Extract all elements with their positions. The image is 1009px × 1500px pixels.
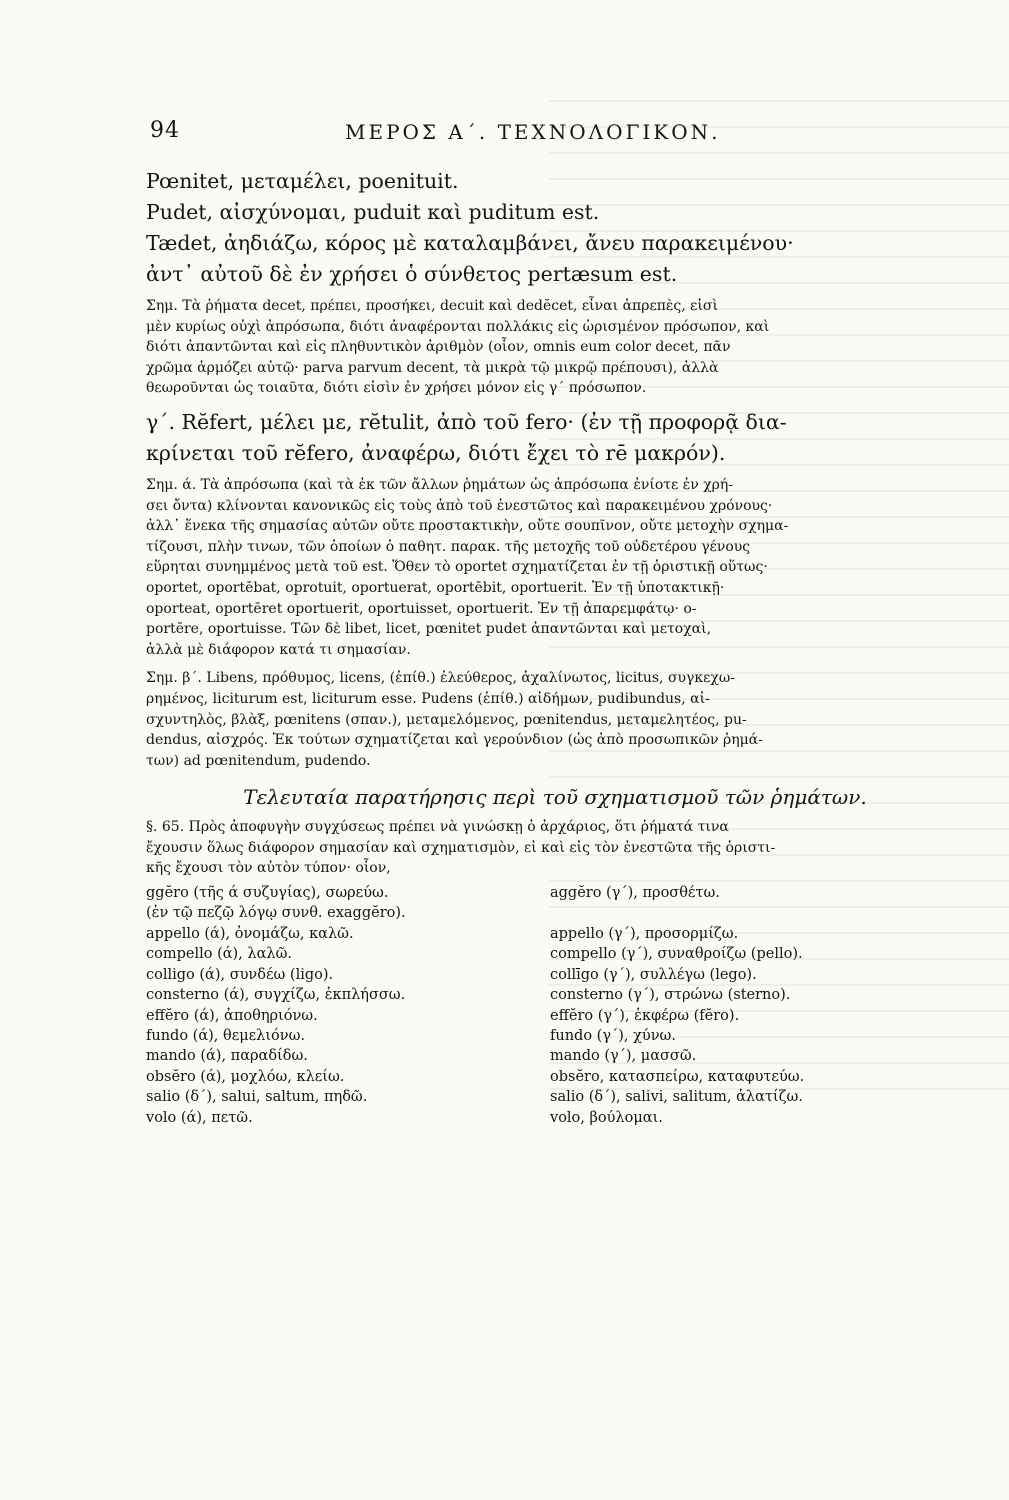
pair-left: fundo (ά), θεμελιόνω. (146, 1027, 306, 1044)
table-row (146, 944, 964, 964)
pair-left: volo (ά), πετῶ. (146, 1109, 253, 1126)
note-line: σχυντηλὸς, βλὰξ, pœnitens (σπαν.), μεταμελόμενος, pœnitendus, μεταμελητέος, pu- (146, 711, 747, 728)
note-line: portēre, oportuisse. Τῶν δὲ libet, licet, pœnitet pudet ἀπαντῶνται καὶ μετοχαὶ, (146, 621, 712, 638)
note-line: χρῶμα ἁρμόζει αὐτῷ· parva parvum decent, τὰ μικρὰ τῷ μικρῷ πρέπουσι), ἀλλὰ (146, 359, 719, 376)
pair-right: mando (γ΄), μασσῶ. (550, 1048, 697, 1065)
pair-right: obsĕro, κατασπείρω, καταφυτεύω. (550, 1068, 805, 1085)
table-row (146, 1087, 964, 1107)
note-line: διότι ἀπαντῶνται καὶ εἰς πληθυντικὸν ἀριθμὸν (οἷον, omnis eum color decet, πᾶν (146, 339, 731, 356)
table-row (146, 1108, 964, 1128)
note-line: σει ὄντα) κλίνονται κανονικῶς εἰς τοὺς ἀπὸ τοῦ ἐνεστῶτος καὶ παρακειμένου χρόνους· (146, 497, 773, 514)
pair-left: mando (ά), παραδίδω. (146, 1048, 308, 1065)
pair-right: appello (γ΄), προσορμίζω. (550, 925, 739, 942)
pair-left: ggĕro (τῆς ά συζυγίας), σωρεύω. (146, 885, 389, 902)
section-title: Τελευταία παρατήρησις περὶ τοῦ σχηματισμοῦ τῶν ῥημάτων. (243, 785, 867, 810)
note-line: Σημ. β΄. Libens, πρόθυμος, licens, (ἐπίθ.) ἐλεύθερος, ἀχαλίνωτος, licitus, συγκεχω- (146, 670, 736, 687)
pair-right: compello (γ΄), συναθροίζω (pello). (550, 946, 803, 963)
note-line: τίζουσι, πλὴν τινων, τῶν ὁποίων ὁ παθητ. παρακ. τῆς μετοχῆς τοῦ οὐδετέρου γένους (146, 538, 751, 555)
pair-right: volo, βούλομαι. (550, 1109, 663, 1126)
table-row (146, 1006, 964, 1026)
pair-left: salio (δ΄), salui, saltum, πηδῶ. (146, 1089, 368, 1106)
pair-left: (ἐν τῷ πεζῷ λόγῳ συνθ. exaggĕro). (146, 905, 406, 922)
table-row (146, 985, 964, 1005)
page-header (150, 118, 790, 148)
note-line: ρημένος, liciturum est, liciturum esse. Pudens (ἐπίθ.) αἰδήμων, pudibundus, αἰ- (146, 690, 710, 707)
pair-right: salio (δ΄), salivi, salitum, ἁλατίζω. (550, 1089, 803, 1106)
note-line: ἀλλ᾽ ἕνεκα τῆς σημασίας αὐτῶν οὔτε προστακτικὴν, οὔτε σουπῖνον, οὔτε μετοχὴν σχημα- (146, 518, 789, 535)
pair-left: obsĕro (ά), μοχλόω, κλείω. (146, 1068, 345, 1085)
pair-right: consterno (γ΄), στρώνω (sterno). (550, 987, 791, 1004)
table-row (146, 965, 964, 985)
note-line: των) ad pœnitendum, pudendo. (146, 752, 371, 769)
pair-left: effĕro (ά), ἀποθηριόνω. (146, 1007, 318, 1024)
page-body (146, 166, 964, 1128)
table-row (146, 1067, 964, 1087)
refert-line: κρίνεται τοῦ rĕfero, ἀναφέρω, διότι ἔχει τὸ rē μακρόν). (146, 440, 726, 465)
table-row (146, 903, 964, 923)
note-line: ἀλλὰ μὲ διάφορον κατά τι σημασίαν. (146, 641, 411, 658)
section-intro (146, 817, 964, 879)
note-line: oportet, oportēbat, oprotuit, oportuerat, oportēbit, oportuerit. Ἐν τῇ ὑποτακτικῇ· (146, 579, 725, 596)
note-line: oporteat, oportēret oportuerit, oportuisset, oportuerit. Ἐν τῇ ἀπαρεμφάτῳ· o- (146, 600, 697, 617)
note-line: Σημ. Τὰ ῥήματα decet, πρέπει, προσήκει, decuit καὶ dedĕcet, εἶναι ἀπρεπὲς, εἰσὶ (146, 298, 718, 314)
pair-right: aggĕro (γ΄), προσθέτω. (550, 885, 720, 902)
verb-line: ἀντ᾽ αὐτοῦ δὲ ἐν χρήσει ὁ σύνθετος pertæsum est. (146, 262, 678, 286)
pair-left: consterno (ά), συγχίζω, ἐκπλήσσω. (146, 987, 406, 1004)
verb-line: Tædet, ἀηδιάζω, κόρος μὲ καταλαμβάνει, ἄνευ παρακειμένου· (146, 231, 794, 255)
pair-left: appello (ά), ὀνομάζω, καλῶ. (146, 925, 354, 942)
pair-right: effĕro (γ΄), ἐκφέρω (fĕro). (550, 1007, 740, 1024)
intro-line: §. 65. Πρὸς ἀποφυγὴν συγχύσεως πρέπει νὰ γινώσκῃ ὁ ἀρχάριος, ὅτι ῥήματά τινα (146, 819, 729, 836)
note-impersonals (146, 475, 964, 660)
note-line: Σημ. ά. Τὰ ἀπρόσωπα (καὶ τὰ ἐκ τῶν ἄλλων ῥημάτων ὡς ἀπρόσωπα ἐνίοτε ἐν χρή- (146, 476, 734, 493)
note-line: dendus, αἰσχρός. Ἐκ τούτων σχηματίζεται καὶ γερούνδιον (ὡς ἀπὸ προσωπικῶν ῥημά- (146, 732, 763, 749)
verb-line: Pudet, αἰσχύνομαι, puduit καὶ puditum est. (146, 200, 600, 224)
pair-right: collīgo (γ΄), συλλέγω (lego). (550, 966, 757, 983)
intro-line: ἔχουσιν ὅλως διάφορον σημασίαν καὶ σχηματισμὸν, εἰ καὶ εἰς τὸν ἐνεστῶτα τῆς ὁριστι- (146, 839, 776, 856)
note-decet (146, 296, 964, 399)
table-row (146, 1026, 964, 1046)
verb-line: Pœnitet, μεταμέλει, poenituit. (146, 169, 459, 193)
pair-left: compello (ά), λαλῶ. (146, 946, 293, 963)
pair-right: fundo (γ΄), χύνω. (550, 1027, 676, 1044)
pair-left: colligo (ά), συνδέω (ligo). (146, 966, 334, 983)
table-row (146, 924, 964, 944)
pair-right (550, 903, 964, 923)
page-number: 94 (150, 118, 180, 143)
note-line: εὕρηται συνημμένος μετὰ τοῦ est. Ὅθεν τὸ oportet σχηματίζεται ἐν τῇ ὁριστικῇ οὕτως· (146, 559, 768, 576)
running-head: ΜΕΡΟΣ Α΄. ΤΕΧΝΟΛΟΓΙΚΟΝ. (345, 120, 721, 144)
intro-line: κῆς ἔχουσι τὸν αὐτὸν τύπον· οἷον, (146, 860, 391, 877)
note-line: θεωροῦνται ὡς τοιαῦτα, διότι εἰσὶν ἐν χρήσει μόνον εἰς γ΄ πρόσωπον. (146, 380, 647, 397)
table-row (146, 1046, 964, 1066)
table-row (146, 883, 964, 903)
note-line: μὲν κυρίως οὐχὶ ἀπρόσωπα, διότι ἀναφέρονται πολλάκις εἰς ὡρισμένον πρόσωπον, καὶ (146, 318, 770, 335)
verb-pairs-table (146, 883, 964, 1128)
refert-line: γ΄. Rĕfert, μέλει με, rĕtulit, ἀπὸ τοῦ fero· (ἐν τῇ προφορᾷ δια- (146, 409, 787, 434)
note-participles (146, 668, 964, 771)
